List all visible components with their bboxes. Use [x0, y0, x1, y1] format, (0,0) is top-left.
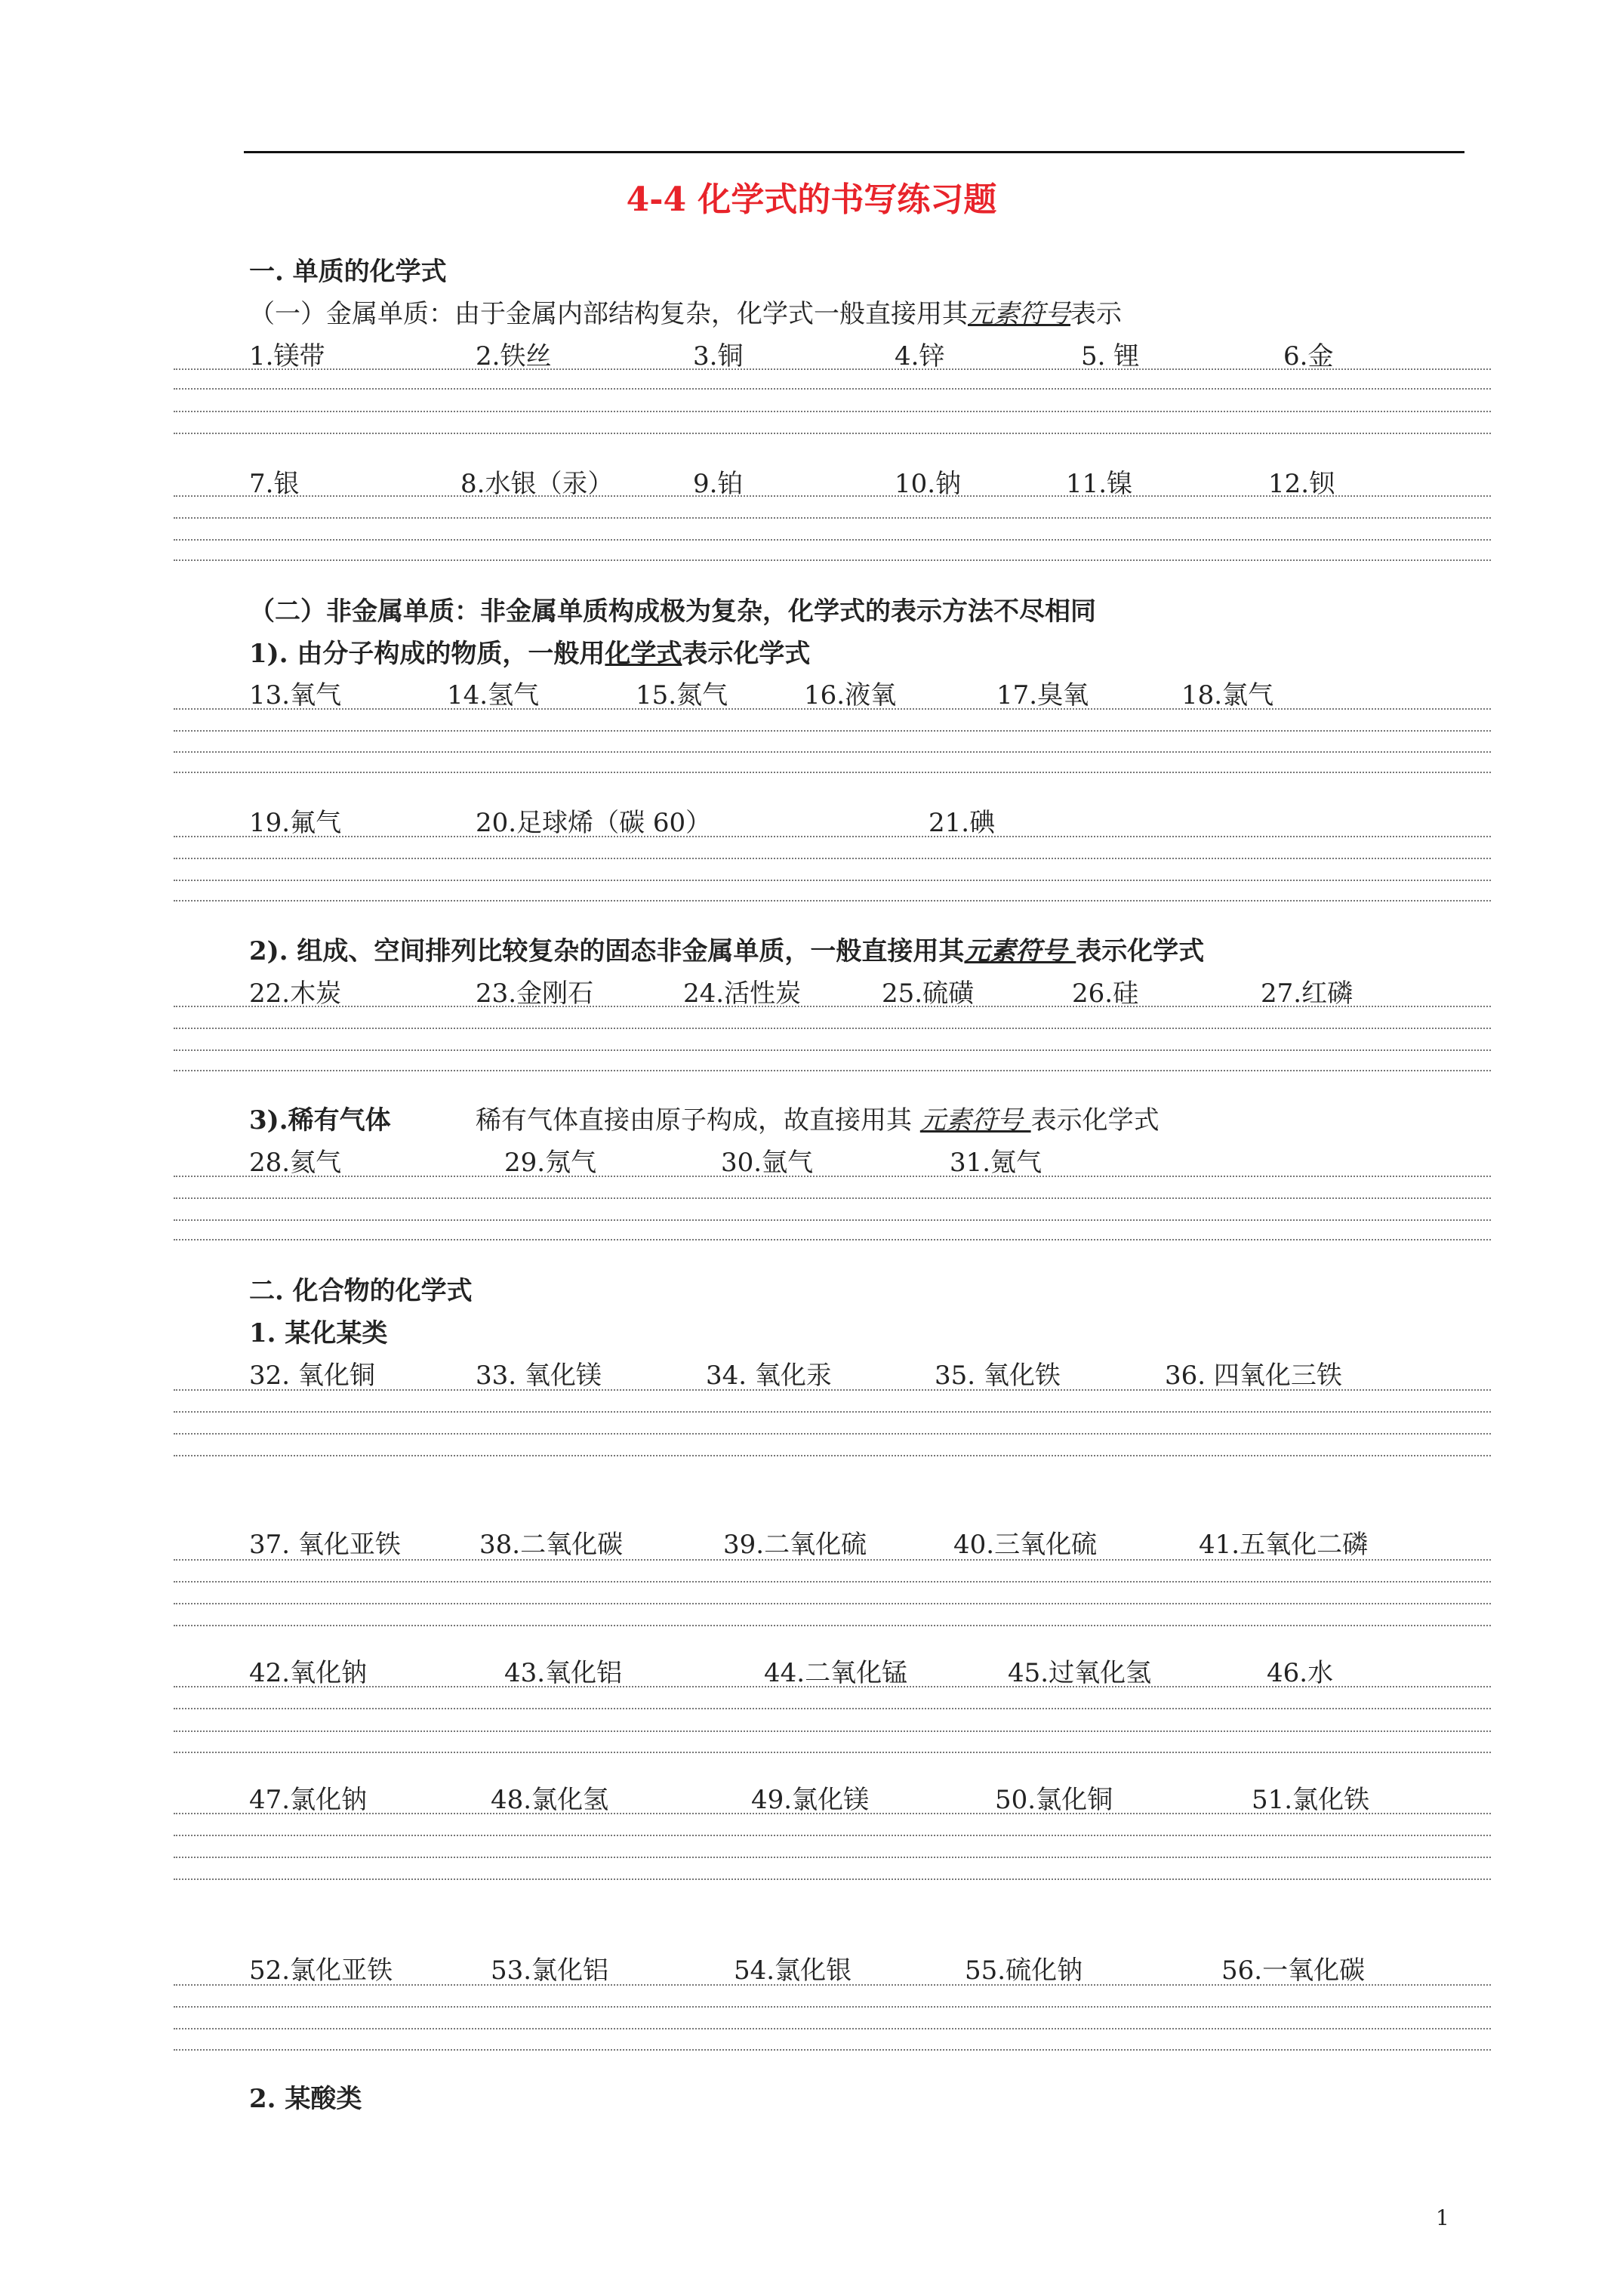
answer-line — [174, 1411, 1491, 1413]
item-27: 27.红磷 — [1261, 978, 1354, 1009]
item-31: 31.氪气 — [950, 1148, 1042, 1178]
answer-line — [174, 368, 1491, 370]
sub1-before: 1). 由分子构成的物质，一般用 — [249, 639, 605, 669]
item-23: 23.金刚石 — [476, 978, 594, 1009]
answer-line — [174, 1219, 1491, 1221]
item-4: 4.锌 — [895, 341, 945, 371]
answer-line — [174, 539, 1491, 541]
item-2: 2.铁丝 — [476, 341, 552, 371]
sub3-underlined: 元素符号 — [919, 1105, 1031, 1136]
answer-line — [174, 388, 1491, 390]
metal-intro-after: 表示 — [1070, 299, 1122, 329]
item-41: 41.五氧化二磷 — [1199, 1530, 1369, 1560]
answer-line — [174, 1559, 1491, 1561]
item-47: 47.氯化钠 — [249, 1785, 368, 1815]
item-16: 16.液氧 — [804, 680, 897, 710]
item-51: 51.氯化铁 — [1252, 1785, 1370, 1815]
item-30: 30.氩气 — [721, 1148, 814, 1178]
sub3-before: 稀有气体直接由原子构成，故直接用其 — [476, 1105, 920, 1136]
answer-line — [174, 1070, 1491, 1071]
answer-line — [174, 1984, 1491, 1986]
item-50: 50.氯化铜 — [995, 1785, 1113, 1815]
item-43: 43.氧化铝 — [504, 1658, 623, 1688]
answer-line — [174, 1625, 1491, 1626]
item-49: 49.氯化镁 — [751, 1785, 870, 1815]
item-1: 1.镁带 — [249, 341, 325, 371]
answer-line — [174, 1176, 1491, 1177]
item-39: 39.二氧化硫 — [723, 1530, 867, 1560]
item-46: 46.水 — [1267, 1658, 1334, 1688]
answer-line — [174, 1686, 1491, 1687]
sub2-before: 2). 组成、空间排列比较复杂的固态非金属单质，一般直接用其 — [249, 936, 965, 966]
item-55: 55.硫化钠 — [965, 1955, 1083, 1986]
item-34: 34. 氧化汞 — [706, 1361, 832, 1391]
page-title: 4-4 化学式的书写练习题 — [626, 180, 997, 219]
answer-line — [174, 2049, 1491, 2051]
item-9: 9.铂 — [693, 469, 744, 499]
answer-line — [174, 1389, 1491, 1391]
answer-line — [174, 559, 1491, 561]
answer-line — [174, 411, 1491, 412]
item-12: 12.钡 — [1268, 469, 1335, 499]
answer-line — [174, 495, 1491, 497]
answer-line — [174, 2006, 1491, 2008]
item-54: 54.氯化银 — [734, 1955, 852, 1986]
answer-line — [174, 1730, 1491, 1732]
item-33: 33. 氧化镁 — [476, 1361, 602, 1391]
item-18: 18.氯气 — [1181, 680, 1274, 710]
answer-line — [174, 1581, 1491, 1583]
item-36: 36. 四氧化三铁 — [1165, 1361, 1342, 1391]
item-53: 53.氯化铝 — [491, 1955, 609, 1986]
item-38: 38.二氧化碳 — [479, 1530, 624, 1560]
answer-line — [174, 1197, 1491, 1199]
item-42: 42.氧化钠 — [249, 1658, 368, 1688]
item-15: 15.氮气 — [636, 680, 728, 710]
item-10: 10.钠 — [895, 469, 962, 499]
answer-line — [174, 1857, 1491, 1858]
item-48: 48.氯化氢 — [491, 1785, 609, 1815]
item-20: 20.足球烯（碳 60） — [476, 808, 712, 838]
answer-line — [174, 730, 1491, 732]
item-29: 29.氖气 — [504, 1148, 597, 1178]
answer-line — [174, 1455, 1491, 1456]
item-17: 17.臭氧 — [996, 680, 1089, 710]
item-5: 5. 锂 — [1081, 341, 1140, 371]
item-11: 11.镍 — [1066, 469, 1133, 499]
answer-line — [174, 517, 1491, 519]
answer-line — [174, 1603, 1491, 1604]
answer-line — [174, 2028, 1491, 2029]
item-25: 25.硫磺 — [882, 978, 975, 1009]
nonmetal-sub3-label: 3).稀有气体 — [249, 1105, 391, 1136]
item-3: 3.铜 — [693, 341, 744, 371]
item-19: 19.氟气 — [249, 808, 342, 838]
section1-heading: 一. 单质的化学式 — [249, 257, 447, 287]
answer-line — [174, 900, 1491, 901]
nonmetal-intro: （二）非金属单质：非金属单质构成极为复杂，化学式的表示方法不尽相同 — [249, 596, 1096, 627]
item-14: 14.氢气 — [447, 680, 540, 710]
answer-line — [174, 1708, 1491, 1709]
section2-heading: 二. 化合物的化学式 — [249, 1276, 473, 1306]
metal-intro-before: （一）金属单质：由于金属内部结构复杂，化学式一般直接用其 — [249, 299, 968, 329]
item-26: 26.硅 — [1072, 978, 1139, 1009]
answer-line — [174, 433, 1491, 434]
answer-line — [174, 836, 1491, 837]
item-24: 24.活性炭 — [683, 978, 802, 1009]
answer-line — [174, 1239, 1491, 1240]
item-21: 21.碘 — [929, 808, 996, 838]
item-6: 6.金 — [1283, 341, 1334, 371]
answer-line — [174, 1006, 1491, 1007]
sub1-after: 表示化学式 — [682, 639, 811, 669]
item-52: 52.氯化亚铁 — [249, 1955, 393, 1986]
section2-sub2: 2. 某酸类 — [249, 2084, 362, 2114]
sub2-after: 表示化学式 — [1076, 936, 1205, 966]
item-32: 32. 氧化铜 — [249, 1361, 375, 1391]
metal-intro-underlined: 元素符号 — [968, 299, 1070, 329]
item-56: 56.一氧化碳 — [1221, 1955, 1366, 1986]
item-22: 22.木炭 — [249, 978, 342, 1009]
answer-line — [174, 751, 1491, 753]
sub3-after: 表示化学式 — [1030, 1105, 1160, 1136]
sub1-underlined: 化学式 — [605, 639, 682, 669]
nonmetal-sub3 — [476, 1099, 1160, 1136]
item-13: 13.氧气 — [249, 680, 342, 710]
answer-line — [174, 1752, 1491, 1753]
answer-line — [174, 772, 1491, 773]
item-45: 45.过氧化氢 — [1008, 1658, 1152, 1688]
item-35: 35. 氧化铁 — [935, 1361, 1061, 1391]
nonmetal-sub2 — [249, 930, 1204, 967]
item-8: 8.水银（汞） — [460, 469, 614, 499]
answer-line — [174, 858, 1491, 859]
answer-line — [174, 708, 1491, 710]
answer-line — [174, 1878, 1491, 1880]
item-37: 37. 氧化亚铁 — [249, 1530, 401, 1560]
answer-line — [174, 1433, 1491, 1435]
answer-line — [174, 1835, 1491, 1836]
answer-line — [174, 1049, 1491, 1051]
answer-line — [174, 1813, 1491, 1814]
top-rule — [244, 151, 1464, 153]
metal-intro — [249, 293, 1122, 330]
answer-line — [174, 880, 1491, 881]
nonmetal-sub1 — [249, 633, 810, 670]
answer-line — [174, 1028, 1491, 1029]
item-44: 44.二氧化锰 — [764, 1658, 908, 1688]
page-number: 1 — [1436, 2205, 1449, 2230]
item-40: 40.三氧化硫 — [953, 1530, 1098, 1560]
item-7: 7.银 — [249, 469, 300, 499]
section2-sub1: 1. 某化某类 — [249, 1318, 388, 1348]
sub2-underlined: 元素符号 — [964, 936, 1076, 966]
item-28: 28.氦气 — [249, 1148, 342, 1178]
